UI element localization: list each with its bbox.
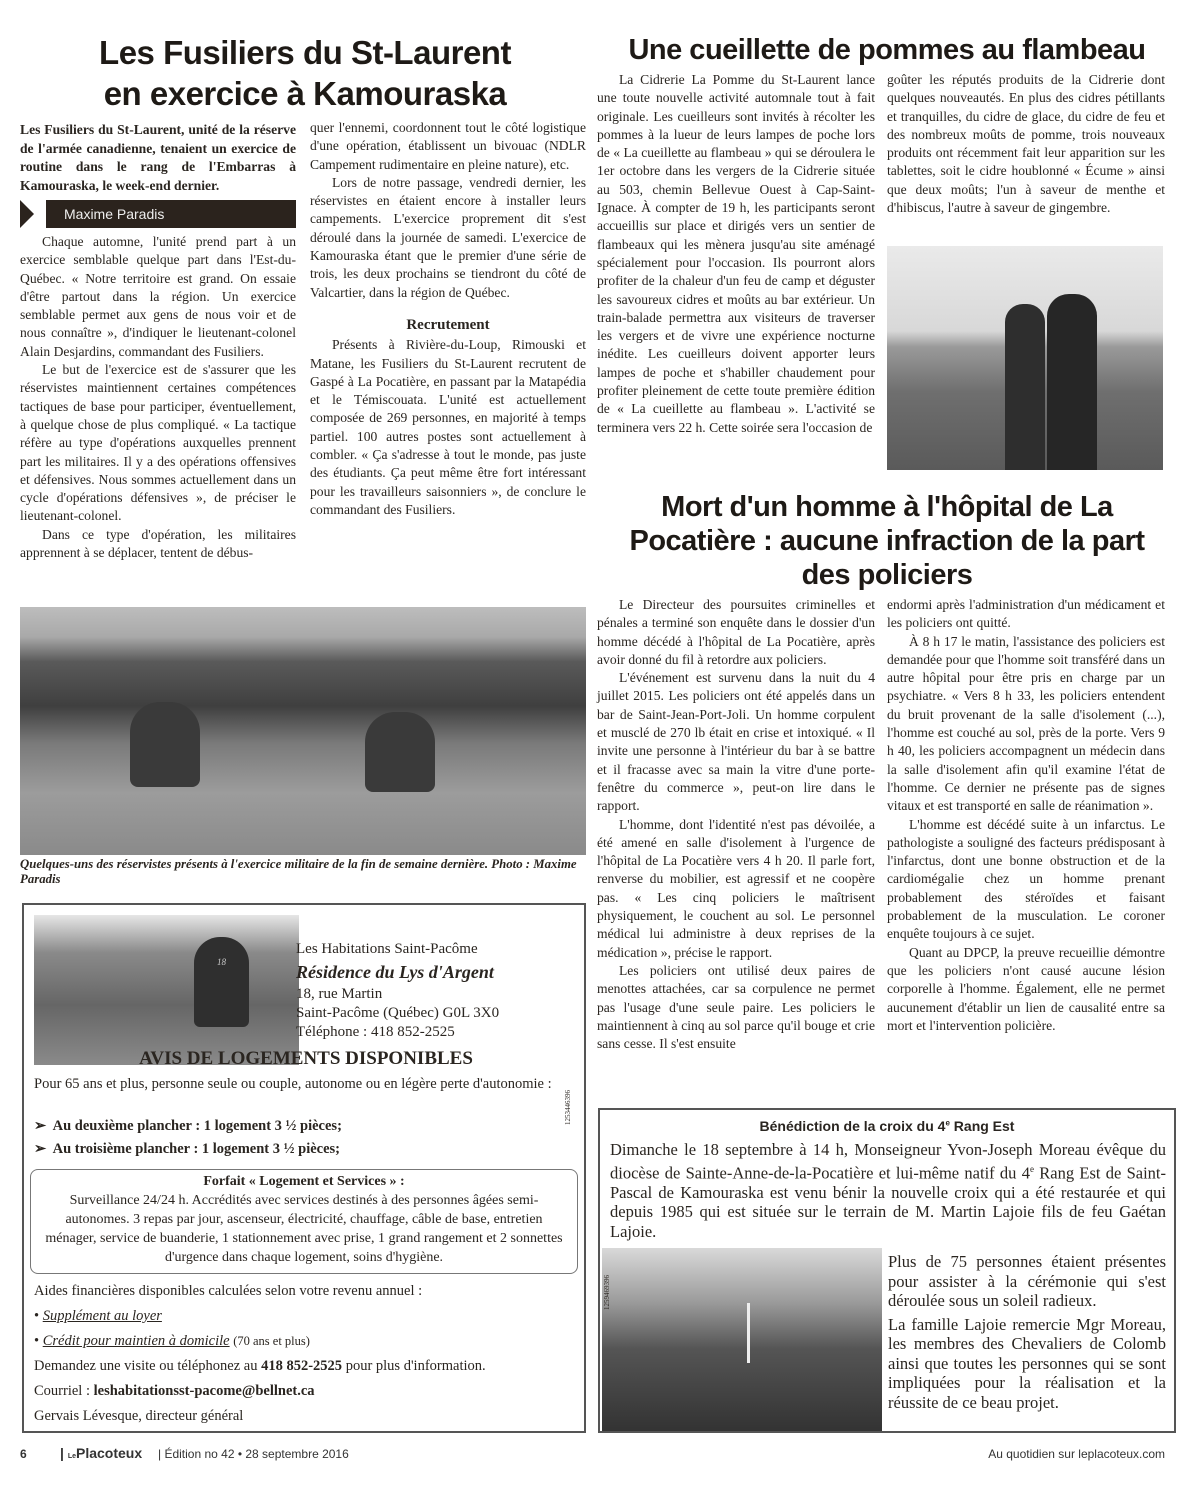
soldier-figure xyxy=(365,712,435,792)
benediction-p3: La famille Lajoie remercie Mgr Moreau, les membres des Chevaliers de Colomb ainsi que toutes les personnes qui se sont impliquées pour la réalisation et la réussite de ce beau projet. xyxy=(888,1314,1166,1412)
photo-caption: Quelques-uns des réservistes présents à l'exercice militaire de la fin de semaine dernière. Photo : Maxime Paradis xyxy=(20,857,577,886)
aid-link-rent[interactable]: Supplément au loyer xyxy=(42,1308,162,1324)
ad-residence: Résidence du Lys d'Argent xyxy=(296,962,494,982)
unit-item: ➢ Au deuxième plancher : 1 logement 3 ½ pièces; xyxy=(34,1118,342,1134)
ad-city: Saint-Pacôme (Québec) G0L 3X0 xyxy=(296,1005,500,1021)
ad-title: AVIS DE LOGEMENTS DISPONIBLES xyxy=(139,1048,473,1069)
soldiers-photo xyxy=(20,607,586,855)
article2-column-2: goûter les réputés produits de la Cidrerie dont quelques nouveautés. En plus des cidres pétillants et tranquilles, du cidre de glace, du cidre de feu et des nombreux moûts de pomme, trois nouveaux produits ont récemment fait leur apparition sur les tablettes, soit le cidre houblonné « Écume » ainsi que deux moûts; l'un à saveur de menthe et d'hibiscus, l'autre à saveur de gingembre. xyxy=(887,72,1165,216)
article3-column-2: endormi après l'administration d'un médicament et les policiers ont quitté. À 8 h 17 le matin, l'assistance des policiers est demandée pour que l'homme soit transféré dans un autre hôpital pour être pris en charge par un psychiatre. « Vers 8 h 33, les policiers entendent du bruit provenant de la salle d'isolement (...), l'homme est couché au sol, près de la porte. Vers 9 h 40, les policiers accompagnent un médecin dans la salle d'isolement afin qu'il examine l'état de l'homme. Ce dernier ne présente pas de signes vitaux et est transporté en salle de réanimation ». L'homme est décédé suite à un infarctus. Le pathologiste a souligné des facteurs prédisposant à l'infarctus, dont une bonne obstruction et de la cardiomégalie chez un homme prenant probablement des stéroïdes et faisant probablement de la musculation. Le coroner enquête toujours à ce sujet. Quant au DPCP, la preuve recueillie démontre que les policiers n'ont causé aucune lésion corporelle à l'homme. Également, elle ne permet aucunement d'établir un lien de causalité entre sa mort et l'intervention policière. xyxy=(887,597,1165,1033)
residence-sign: 18 xyxy=(194,937,249,1027)
benediction-intro: Dimanche le 18 septembre à 14 h, Monseigneur Yvon-Joseph Moreau évêque du diocèse de Sainte-Anne-de-la-Pocatière et lui-même natif du 4e Rang Est de Saint-Pascal de Kamouraska est venu bénir la nouvelle croix qui a été restaurée et qui depuis 1985 qui est située sur le terrain de M. Martin Lajoie fils de feu Gaétan Lajoie. xyxy=(610,1140,1166,1241)
person-figure xyxy=(1047,294,1097,470)
article2-headline: Une cueillette de pommes au flambeau xyxy=(628,34,1146,66)
ad-signature: Gervais Lévesque, directeur général xyxy=(34,1408,244,1424)
benediction-box xyxy=(598,1108,1176,1433)
ad-intro: Pour 65 ans et plus, personne seule ou couple, autonome ou en légère perte d'autonomie : xyxy=(34,1076,552,1092)
forfait-box: Forfait « Logement et Services » : Surveillance 24/24 h. Accrédités avec services destinés à des personnes âgées semi-autonomes. 3 repas par jour, ascenseur, électricité, chauffage, câble de base, entretien ménager, service de buanderie, 1 stationnement avec prise, 1 grand rangement et 2 sonnettes d'urgence dans chaque logement, soins d'hygiène. xyxy=(30,1169,578,1274)
benediction-title: Bénédiction de la croix du 4e Rang Est xyxy=(759,1118,1015,1134)
cross-figure xyxy=(747,1303,750,1363)
email-link[interactable]: leshabitationsst-pacome@bellnet.ca xyxy=(93,1383,315,1399)
aid-intro: Aides financières disponibles calculées selon votre revenu annuel : xyxy=(34,1283,423,1299)
unit-item: ➢ Au troisième plancher : 1 logement 3 ½ pièces; xyxy=(34,1141,341,1157)
footer xyxy=(20,1447,1165,1467)
article2-column-1: La Cidrerie La Pomme du St-Laurent lance une toute nouvelle activité automnale tout à fait originale. Les cueilleurs sont invités à récolter les pommes à la lueur de leurs lampes de poche lors de « La cueillette au flambeau » qui se déroulera le 1er octobre dans les vergers de la Cidrerie située au 503, chemin Bellevue Ouest à Cap-Saint-Ignace. À compter de 19 h, les participants seront accueillis sur place et dirigés vers un sentier de flambeaux qui les mènera jusqu'au site aménagé spécialement pour l'occasion. Ils pourront alors profiter de la chaleur d'un feu de camp et déguster les savoureux cidres et moûts au bar extérieur. Un train-balade permettra aux visiteurs de traverser les vergers et de vivre une expérience nocturne inédite. Les cueilleurs doivent apporter leurs lampes de poche et s'habiller chaudement pour profiter pleinement de cette toute première édition de « La cueillette au flambeau ». L'activité se terminera vers 22 h. Cette soirée sera l'occasion de xyxy=(597,72,875,435)
ceremony-photo xyxy=(602,1248,882,1431)
soldier-figure xyxy=(130,702,200,787)
person-figure xyxy=(1005,304,1045,470)
brand-logo: | LePlacoteux xyxy=(60,1445,143,1461)
residence-photo xyxy=(34,915,299,1065)
edition-info: | Édition no 42 • 28 septembre 2016 xyxy=(158,1447,349,1461)
article1-lede: Les Fusiliers du St-Laurent, unité de la réserve de l'armée canadienne, tenaient un exercice de routine dans le rang de l'Embarras à Kamouraska, le week-end dernier. xyxy=(20,122,296,193)
chevron-icon xyxy=(20,200,46,228)
ad-code: 1259469396 xyxy=(603,1275,611,1310)
benediction-p2: Plus de 75 personnes étaient présentes pour assister à la cérémonie qui s'est déroulée sous un soleil radieux. xyxy=(888,1252,1166,1310)
cidrerie-owners-photo xyxy=(887,246,1163,470)
page-number: 6 xyxy=(20,1447,27,1461)
ad-code: 1253446396 xyxy=(564,1090,572,1125)
ad-org: Les Habitations Saint-Pacôme xyxy=(296,941,478,957)
housing-ad: 18 Les Habitations Saint-Pacôme Résidence du Lys d'Argent 18, rue Martin Saint-Pacôme (Québec) G0L 3X0 Téléphone : 418 852-2525 AVIS DE LOGEMENTS DISPONIBLES Pour 65 ans et plus, personne seule ou couple, autonome ou en légère perte d'autonomie : ➢ Au deuxième plancher : 1 logement 3 ½ pièces; ➢ Au troisième plancher : 1 logement 3 ½ pièces; 1253446396 Forfait « Logement et Services » : Surveillance 24/24 h. Accrédités avec services destinés à des personnes âgées semi-autonomes. 3 repas par jour, ascenseur, électricité, chauffage, câble de base, entretien ménager, service de buanderie, 1 stationnement avec prise, 1 grand rangement et 2 sonnettes d'urgence dans chaque logement, soins d'hygiène. Aides financières disponibles calculées selon votre revenu annuel : • Supplément au loyer • Crédit pour maintien à domicile (70 ans et plus) Demandez une visite ou téléphonez au 418 852-2525 pour plus d'information. Courriel : leshabitationsst-pacome@bellnet.ca Gervais Lévesque, directeur général xyxy=(22,903,586,1433)
ad-phone: Téléphone : 418 852-2525 xyxy=(296,1024,455,1040)
ad-address: 18, rue Martin xyxy=(296,986,383,1002)
website-tagline: Au quotidien sur leplacoteux.com xyxy=(988,1447,1165,1461)
subheading: Recrutement xyxy=(406,316,490,333)
byline: Maxime Paradis xyxy=(20,200,296,228)
visit-line: Demandez une visite ou téléphonez au 418 852-2525 pour plus d'information. xyxy=(34,1358,486,1374)
aid-link-credit[interactable]: Crédit pour maintien à domicile xyxy=(42,1333,230,1349)
email-line: Courriel : leshabitationsst-pacome@bellnet.ca xyxy=(34,1383,315,1399)
article1-column-2: quer l'ennemi, coordonnent tout le côté logistique d'une opération, établissent un bivouac (NDLR Campement rudimentaire en pleine nature), etc. Lors de notre passage, vendredi dernier, les réservistes en étaient encore à installer leurs campements. L'exercice proprement dit s'est déroulé dans la journée de samedi. L'exercice de Kamouraska étant que le premier d'une série de trois, les deux prochains se tiendront du côté de Valcartier, dans la région de Québec. Recrutement Présents à Rivière-du-Loup, Rimouski et Matane, les Fusiliers du St-Laurent recrutent de Gaspé à La Pocatière, en passant par la Matapédia et le Témiscouata. L'unité est actuellement composée de 269 personnes, en majorité à temps partiel. 100 autres postes sont actuellement à combler. « Ça s'adresse à tout le monde, pas juste des étudiants. Ça peut même être fort intéressant pour les travailleurs saisonniers », de conclure le commandant des Fusiliers. xyxy=(310,120,586,517)
article1-headline: Les Fusiliers du St-Laurent en exercice à Kamouraska xyxy=(99,34,511,112)
article3-headline: Mort d'un homme à l'hôpital de La Pocatière : aucune infraction de la part des policiers xyxy=(629,491,1145,591)
article1-column-1: Chaque automne, l'unité prend part à un exercice semblable quelque part dans l'Est-du-Québec. « Notre territoire est grand. On essaie d'être partout dans la région. Un exercice semblable permet aux gens de nous voir et de nous connaître », d'indiquer le lieutenant-colonel Alain Desjardins, commandant des Fusiliers. Le but de l'exercice est de s'assurer que les réservistes maintiennent certaines compétences tactiques de base pour participer, éventuellement, à quelque chose de plus compliqué. « La tactique réfère au type d'opérations auxquelles prennent part les militaires. Il y a des opérations offensives et défensives. Nous sommes actuellement dans un cycle d'opérations défensives », de préciser le lieutenant-colonel. Dans ce type d'opération, les militaires apprennent à se déplacer, tentent de débus- xyxy=(20,234,296,561)
article3-column-1: Le Directeur des poursuites criminelles et pénales a terminé son enquête dans le dossier d'un homme décédé à l'hôpital de La Pocatière, après avoir donné du fil à retordre aux policiers. L'événement est survenu dans la nuit du 4 juillet 2015. Les policiers ont été appelés dans un bar de Saint-Jean-Port-Joli. Un homme corpulent et musclé de 270 lb était en crise et intoxiqué. « Il invite une personne à l'intérieur du bar à se battre et il fracasse avec sa main la vitre d'une porte-fenêtre du commerce », peut-on lire dans le rapport. L'homme, dont l'identité n'est pas dévoilée, a été amené en salle d'isolement à l'urgence de l'hôpital de La Pocatière vers 4 h 20. Il parle fort, renverse du mobilier, est agressif et ne coopère pas. « Les cinq policiers le maîtrisent physiquement, le couchent au sol. Le personnel médical lui administre à deux reprises de la médication », précise le rapport. Les policiers ont utilisé deux paires de menottes attachées, car sa corpulence ne permet pas l'usage d'une seule paire. Les policiers le maintiennent à cinq au sol parce qu'il bouge et crie sans cesse. Il s'est ensuite xyxy=(597,597,875,1052)
